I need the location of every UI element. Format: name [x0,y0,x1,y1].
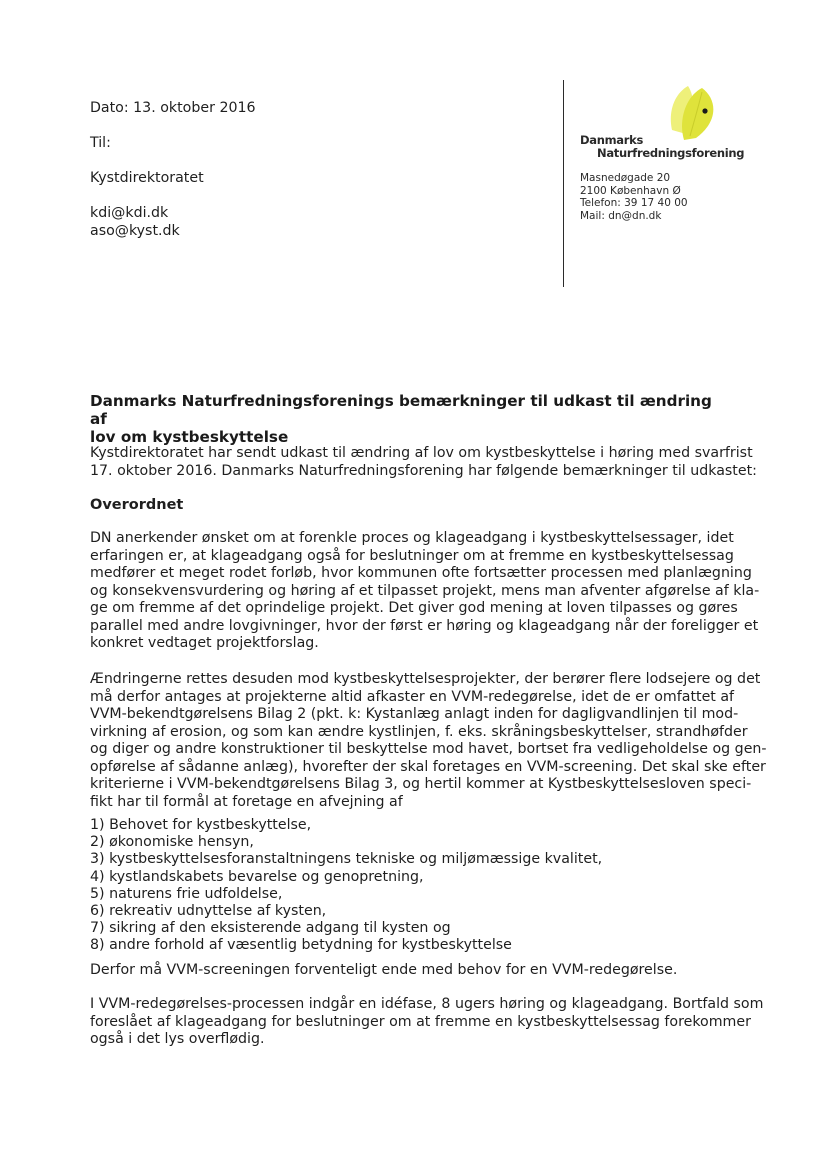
criteria-list [90,817,602,955]
text-line: foreslået af klageadgang for beslutninger om at fremme en kystbeskyttelsessag forekommer [90,1013,751,1030]
dn-logo-icon [666,82,722,144]
mail-line: Mail: dn@dn.dk [580,209,662,222]
text-line: VVM-bekendtgørelsens Bilag 2 (pkt. k: Kystanlæg anlagt inden for dagligvandlinjen til mod- [90,706,739,722]
phone-line: Telefon: 39 17 40 00 [580,197,688,209]
paragraph-3: Derfor må VVM-screeningen forventeligt ende med behov for en VVM-redegørelse. [90,962,678,978]
text-line: Kystdirektoratet har sendt udkast til ændring af lov om kystbeskyttelse i høring med svarfrist [90,445,753,461]
list-item: 7) sikring af den eksisterende adgang til kysten og [90,920,451,937]
text-line: DN anerkender ønsket om at forenkle proces og klageadgang i kystbeskyttelsessager, idet [90,530,734,546]
text-line: parallel med andre lovgivninger, hvor der først er høring og klageadgang når der foreligger et [90,617,759,634]
text-line: erfaringen er, at klageadgang også for beslutninger om at fremme en kystbeskyttelsessag [90,547,734,564]
recipient-email: kdi@kdi.dk [90,205,169,221]
document-title [90,392,730,446]
text-line: og konsekvensvurdering og høring af et tilpasset projekt, mens man afventer afgørelse af kla- [90,582,760,599]
text-line: opførelse af sådanne anlæg), hvorefter der skal foretages en VVM-screening. Det skal ske efter [90,758,766,775]
text-line: medfører et meget rodet forløb, hvor kommunen ofte fortsætter processen med planlægning [90,565,752,581]
list-item: 3) kystbeskyttelsesforanstaltningens tekniske og miljømæssige kvalitet, [90,851,603,868]
text-line: ge om fremme af det oprindelige projekt. Det giver god mening at loven tilpasses og gøres [90,600,738,616]
org-name-line1: Danmarks [580,133,644,147]
text-line: konkret vedtaget projektforslag. [90,635,319,651]
list-item: 4) kystlandskabets bevarelse og genopretning, [90,868,424,885]
text-line: virkning af erosion, og som kan ændre kystlinjen, f. eks. skråningsbeskyttelser, strandhøfder [90,723,748,740]
text-line: fikt har til formål at foretage en afvejning af [90,793,403,810]
list-item: 2) økonomiske hensyn, [90,834,254,851]
text-line: og diger og andre konstruktioner til beskyttelse mod havet, bortset fra vedligeholdelse og gen- [90,741,767,757]
title-line: Danmarks Naturfredningsforenings bemærkninger til udkast til ændring af [90,392,712,428]
paragraph-4 [90,996,764,1049]
address-line: 2100 København Ø [580,184,681,197]
date-line: Dato: 13. oktober 2016 [90,100,256,116]
list-item: 5) naturens frie udfoldelse, [90,885,283,902]
header-divider [563,80,564,287]
title-line: lov om kystbeskyttelse [90,428,289,446]
text-line: 17. oktober 2016. Danmarks Naturfredningsforening har følgende bemærkninger til udkastet: [90,462,757,479]
to-label: Til: [90,135,111,151]
letter-header [90,99,256,240]
paragraph-1 [90,530,760,653]
text-line: også i det lys overflødig. [90,1031,265,1047]
list-item: 8) andre forhold af væsentlig betydning for kystbeskyttelse [90,937,512,954]
paragraph-2 [90,671,767,811]
recipient-email: aso@kyst.dk [90,223,180,239]
recipient-name: Kystdirektoratet [90,170,204,186]
section-heading: Overordnet [90,497,184,513]
text-line: må derfor antages at projekterne altid afkaster en VVM-redegørelse, idet de er omfattet af [90,688,735,705]
address-line: Masnedøgade 20 [580,172,671,184]
text-line: I VVM-redegørelses-processen indgår en idéfase, 8 ugers høring og klageadgang. Bortfald som [90,996,764,1012]
text-line: kriterierne i VVM-bekendtgørelsens Bilag 3, og hertil kommer at Kystbeskyttelsesloven speci- [90,776,752,792]
list-item: 6) rekreativ udnyttelse af kysten, [90,903,327,920]
intro-paragraph [90,445,757,480]
org-name-line2: Naturfredningsforening [597,146,745,160]
text-line: Ændringerne rettes desuden mod kystbeskyttelsesprojekter, der berører flere lodsejere og det [90,671,761,687]
sender-address [580,172,688,222]
list-item: 1) Behovet for kystbeskyttelse, [90,817,312,833]
